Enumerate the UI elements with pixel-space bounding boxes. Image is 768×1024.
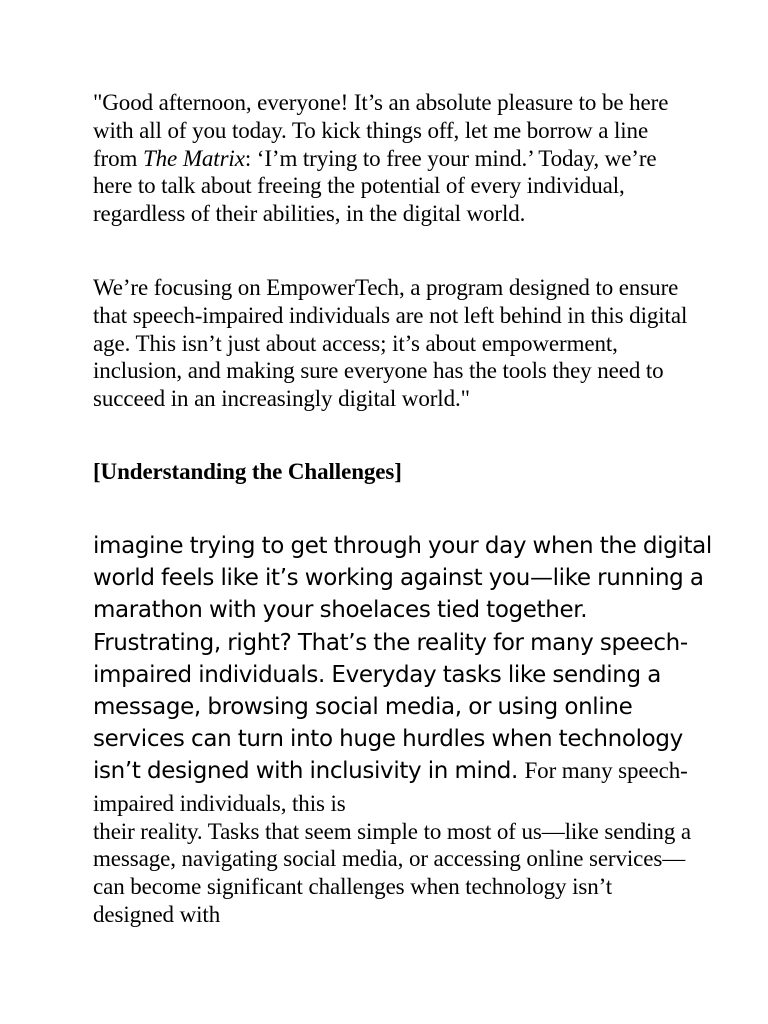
challenges-text-sans: imagine trying to get through your day when the digital world feels like it’s working against you—like running a marathon with your shoelaces tied together. Frustrating, right? That’s the reality for many speech-impaired individuals. Everyday tasks like sending a message, browsing social media, or using online services can turn into huge hurdles when technology isn’t designed with inclusivity in mind. <box>93 533 712 785</box>
program-paragraph: We’re focusing on EmpowerTech, a program designed to ensure that speech-impaired individuals are not left behind in this digital age. This isn’t just about access; it’s about empowerment, inclusion, and making sure everyone has the tools they need to succeed in an increasingly digital world." <box>93 275 688 412</box>
intro-paragraph <box>93 89 693 228</box>
movie-title: The Matrix <box>142 145 245 171</box>
intro-text-after-title: : ‘I’m trying to free your mind.’ Today, we’re here to talk about freeing the potential of every individual, regardless of their abilities, in the digital world. <box>93 145 657 227</box>
challenges-paragraph <box>93 530 713 820</box>
intro-text-before-title: "Good afternoon, everyone! It’s an absolute pleasure to be here with all of you today. To kick things off, let me borrow a line from <box>93 90 669 171</box>
section-heading: [Understanding the Challenges] <box>93 459 402 484</box>
challenges-text-serif-continued: their reality. Tasks that seem simple to most of us—like sending a message, navigating social media, or accessing online services—can become significant challenges when technology isn’t designed with <box>93 818 691 928</box>
challenges-text-serif-start: For many speech-impaired individuals, this is <box>93 758 688 816</box>
